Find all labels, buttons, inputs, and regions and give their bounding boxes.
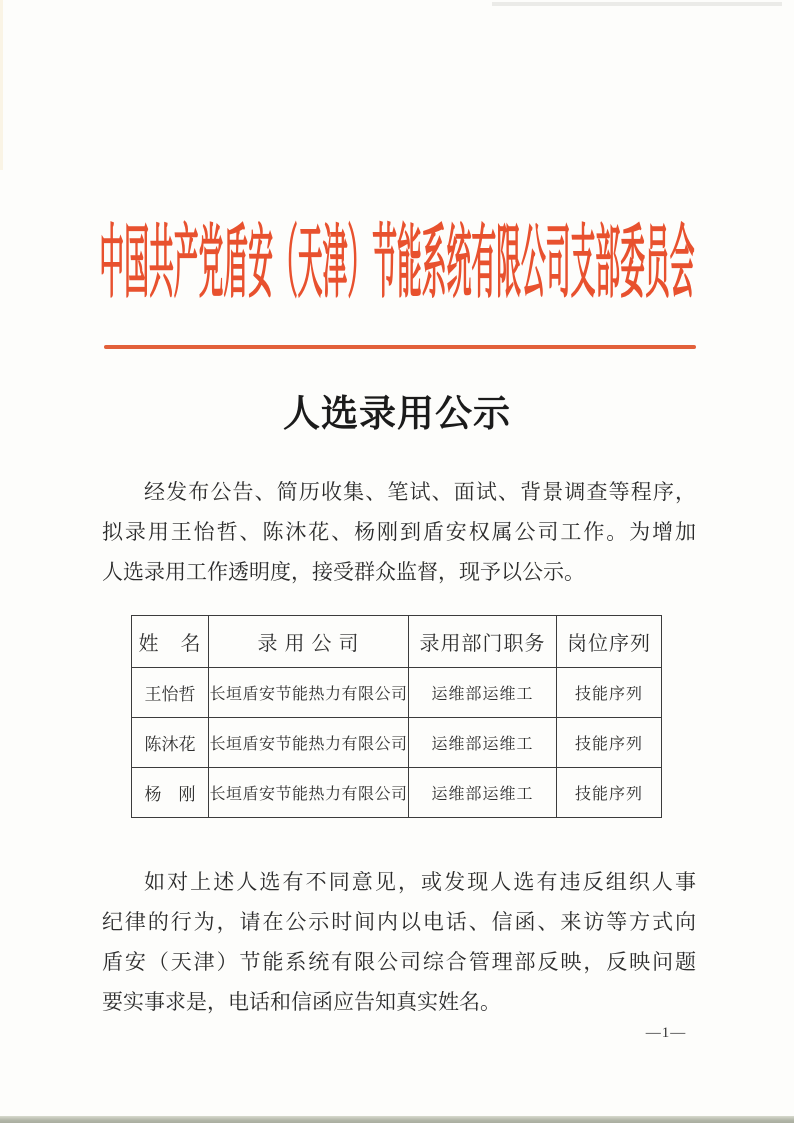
document-title: 人选录用公示 <box>283 394 511 435</box>
cell-name: 王怡哲 <box>132 668 209 718</box>
paragraph-line: 盾安（天津）节能系统有限公司综合管理部反映，反映问题 <box>102 950 696 974</box>
header-cell-name: 姓 名 <box>132 616 209 668</box>
header-cell-company: 录 用 公 司 <box>209 616 409 668</box>
feedback-paragraph <box>102 862 696 1022</box>
recruitment-table <box>131 615 662 818</box>
paragraph-line: 要实事求是，电话和信函应告知真实姓名。 <box>102 990 501 1014</box>
header-cell-sequence: 岗位序列 <box>557 616 662 668</box>
paragraph-line: 人选录用工作透明度，接受群众监督，现予以公示。 <box>102 560 585 584</box>
cell-name: 陈沐花 <box>132 718 209 768</box>
cell-sequence: 技能序列 <box>557 718 662 768</box>
cell-department: 运维部运维工 <box>409 668 557 718</box>
cell-sequence: 技能序列 <box>557 668 662 718</box>
table-header-row <box>132 616 662 668</box>
letterhead-divider-line <box>104 345 696 349</box>
scan-edge-bottom <box>0 1116 794 1123</box>
paragraph-line: 如对上述人选有不同意见，或发现人选有违反组织人事 <box>144 870 696 894</box>
paragraph-line: 拟录用王怡哲、陈沐花、杨刚到盾安权属公司工作。为增加 <box>102 520 696 544</box>
scan-artifact-left-edge <box>0 0 3 170</box>
intro-paragraph <box>102 472 696 592</box>
cell-company: 长垣盾安节能热力有限公司 <box>209 668 409 718</box>
cell-name: 杨 刚 <box>132 768 209 818</box>
table-row <box>132 768 662 818</box>
table-row <box>132 718 662 768</box>
header-cell-department: 录用部门职务 <box>409 616 557 668</box>
paragraph-line: 纪律的行为，请在公示时间内以电话、信函、来访等方式向 <box>102 910 696 934</box>
cell-sequence: 技能序列 <box>557 768 662 818</box>
cell-department: 运维部运维工 <box>409 768 557 818</box>
page-number: —1— <box>645 1025 687 1041</box>
table-row <box>132 668 662 718</box>
letterhead-text: 中国共产党盾安（天津）节能系统有限公司支部委员会 <box>99 220 695 308</box>
cell-company: 长垣盾安节能热力有限公司 <box>209 718 409 768</box>
cell-company: 长垣盾安节能热力有限公司 <box>209 768 409 818</box>
cell-department: 运维部运维工 <box>409 718 557 768</box>
scan-artifact-top-right <box>492 2 782 6</box>
paragraph-line: 经发布公告、简历收集、笔试、面试、背景调查等程序， <box>144 480 696 504</box>
